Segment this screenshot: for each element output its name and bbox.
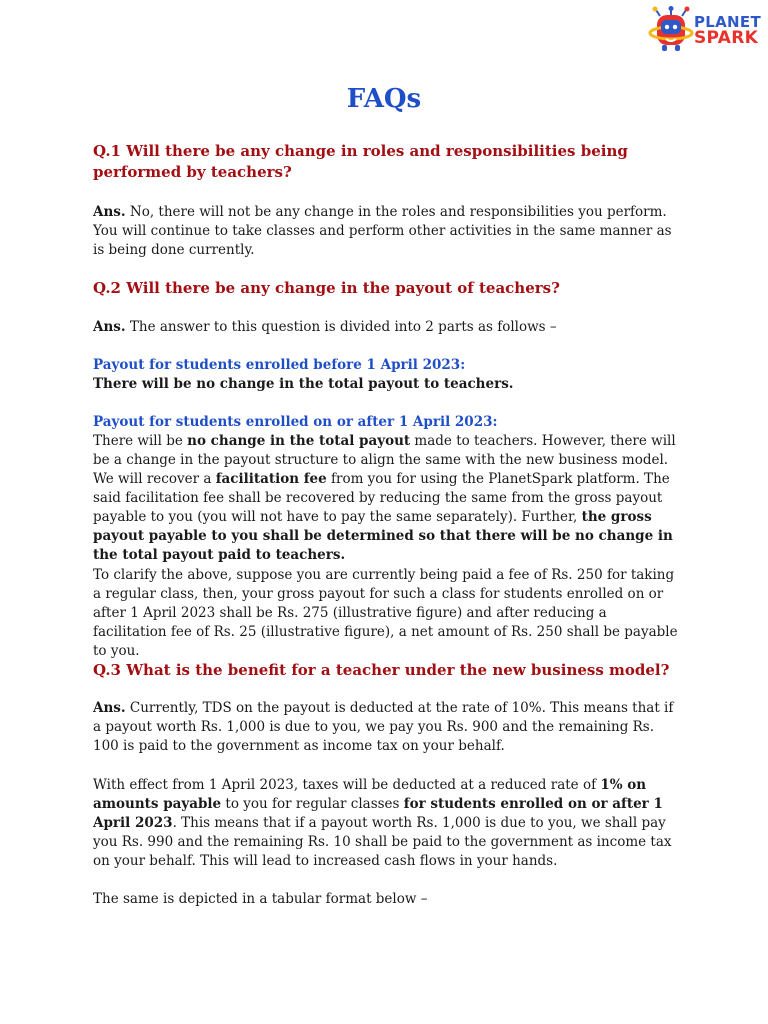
payout-after-heading: Payout for students enrolled on or after 1 April 2023: (93, 414, 498, 430)
payout-before-heading: Payout for students enrolled before 1 April 2023: (93, 357, 466, 373)
payout-before-section (93, 356, 678, 394)
emphasis-text: facilitation fee (215, 471, 327, 487)
answer-text: The answer to this question is divided into 2 parts as follows – (125, 319, 557, 335)
answer-text: to you for regular classes (221, 796, 404, 812)
emphasis-text: no change in the total payout (187, 433, 411, 449)
answer-text: Currently, TDS on the payout is deducted at the rate of 10%. This means that if a payout worth Rs. 1,000 is due to you, we pay you Rs. 900 and the remaining Rs. 100 is paid to the government as income tax on your behalf. (93, 700, 674, 754)
answer-text: made to teachers. However, there will be a change in the payout structure to align the same with the new business model. We will recover a (93, 433, 676, 487)
table-intro: The same is depicted in a tabular format below – (93, 891, 428, 907)
answer-text: from you for using the PlanetSpark platform. The said facilitation fee shall be recovered by reducing the same from the gross payout payable to you (you will not have to pay the same separately). Further, (93, 471, 670, 525)
question-1: Q.1 Will there be any change in roles and responsibilities being performed by teachers? (93, 142, 628, 181)
emphasis-text: the gross payout payable to you shall be determined so that there will be no change in the total payout paid to teachers. (93, 509, 673, 563)
question-2: Q.2 Will there be any change in the payout of teachers? (93, 279, 560, 297)
answer-3 (93, 699, 678, 756)
answer-label: Ans. (93, 204, 126, 220)
answer-label: Ans. (93, 700, 126, 716)
effect-paragraph (93, 776, 678, 871)
planetspark-logo (648, 6, 761, 56)
planet-mascot-icon (648, 6, 694, 56)
answer-text: No, there will not be any change in the roles and responsibilities you perform. You will continue to take classes and perform other activities in the same manner as is being done currently. (93, 204, 672, 258)
answer-1 (93, 203, 678, 260)
brand-name-line1: PLANET (694, 13, 761, 31)
answer-text: There will be (93, 433, 188, 449)
emphasis-text: 1% on amounts payable (93, 777, 647, 812)
payout-after-section (93, 413, 678, 565)
answer-text: With effect from 1 April 2023, taxes will be deducted at a reduced rate of (93, 777, 601, 793)
page-title: FAQs (346, 84, 422, 114)
clarification-paragraph: To clarify the above, suppose you are currently being paid a fee of Rs. 250 for taking a regular class, then, your gross payout for such a class for students enrolled on or after 1 April 2023 shall be Rs. 275 (illustrative figure) and after reducing a facilitation fee of Rs. 25 (illustrative figure), a net amount of Rs. 250 shall be payable to you. (93, 567, 678, 659)
answer-text: . This means that if a payout worth Rs. 1,000 is due to you, we shall pay you Rs. 990 and the remaining Rs. 10 shall be paid to the government as income tax on your behalf. This will lead to increased cash flows in your hands. (93, 815, 672, 869)
brand-name-line2: SPARK (694, 28, 759, 48)
question-3: Q.3 What is the benefit for a teacher under the new business model? (93, 661, 670, 679)
payout-before-text: There will be no change in the total payout to teachers. (93, 376, 514, 392)
answer-2 (93, 318, 678, 337)
answer-label: Ans. (93, 319, 126, 335)
emphasis-text: for students enrolled on or after 1 April 2023 (93, 796, 663, 831)
